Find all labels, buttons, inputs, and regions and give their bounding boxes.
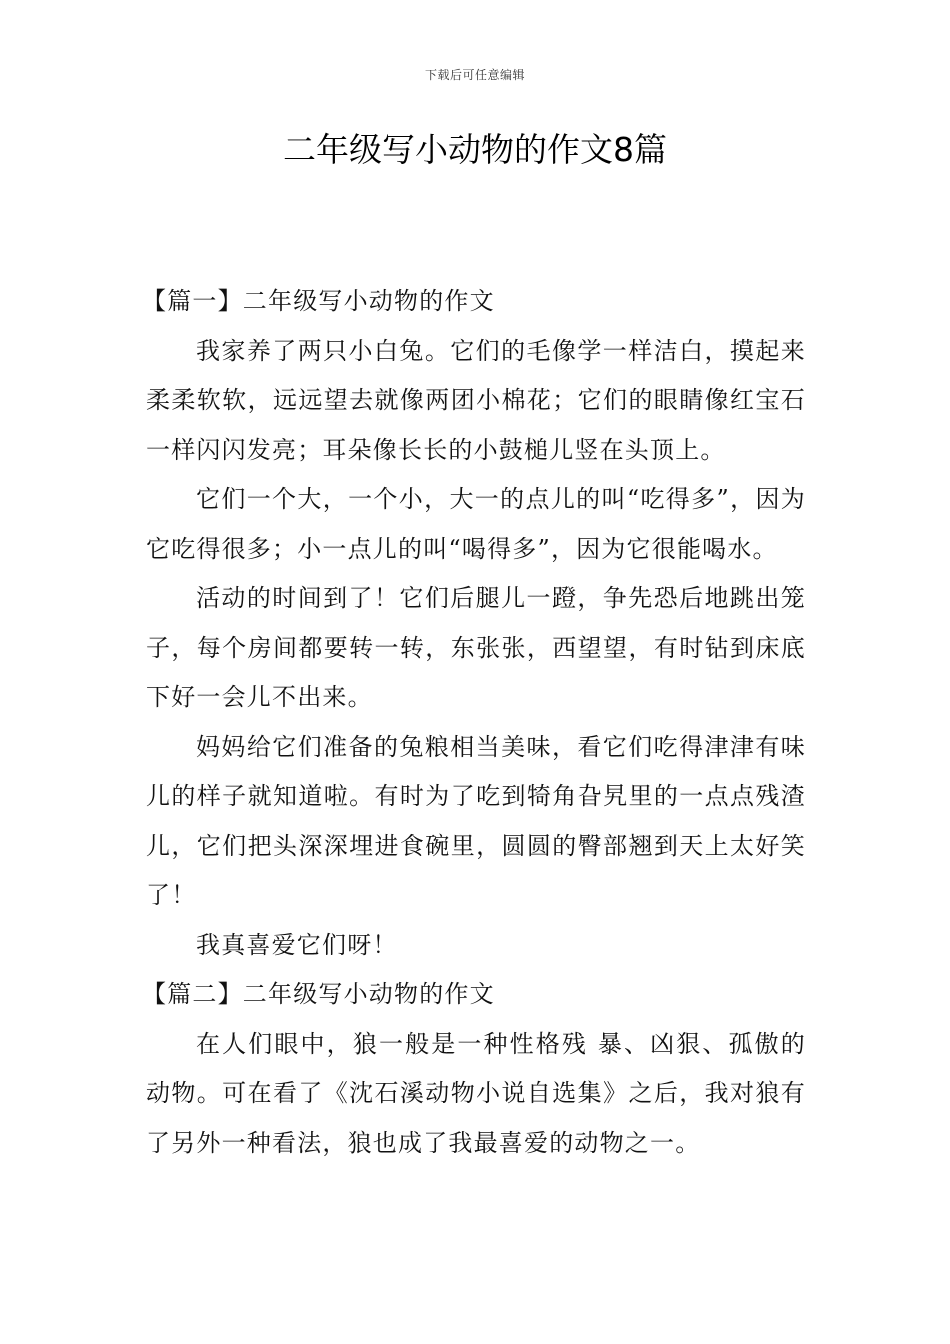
paragraph: 活动的时间到了！它们后腿儿一蹬，争先恐后地跳出笼子，每个房间都要转一转，东张张，西望望，有时钻到床底下好一会儿不出来。 <box>146 584 806 711</box>
paragraph: 我家养了两只小白兔。它们的毛像学一样洁白，摸起来柔柔软软，远远望去就像两团小棉花；它们的眼睛像红宝石一样闪闪发亮；耳朵像长长的小鼓槌儿竖在头顶上。 <box>146 336 806 464</box>
document-title: 二年级写小动物的作文8篇 <box>283 130 667 169</box>
section-heading: 【篇二】二年级写小动物的作文 <box>142 980 495 1008</box>
paragraph: 妈妈给它们准备的兔粮相当美味，看它们吃得津津有味儿的样子就知道啦。有时为了吃到犄角旮旯里的一点点残渣儿，它们把头深深埋进食碗里，圆圆的臀部翘到天上太好笑了！ <box>146 732 806 909</box>
document-body <box>142 277 806 1168</box>
section-2 <box>142 970 806 1168</box>
section-heading: 【篇一】二年级写小动物的作文 <box>142 287 495 315</box>
paragraph: 在人们眼中，狼一般是一种性格残 暴、凶狠、孤傲的动物。可在看了《沈石溪动物小说自选集》之后，我对狼有了另外一种看法，狼也成了我最喜爱的动物之一。 <box>146 1029 806 1157</box>
paragraph: 它们一个大，一个小，大一的点儿的叫“吃得多”，因为它吃得很多；小一点儿的叫“喝得多”，因为它很能喝水。 <box>146 485 806 563</box>
watermark-text: 下载后可任意编辑 <box>424 68 525 82</box>
paragraph: 我真喜爱它们呀！ <box>196 930 398 959</box>
section-1 <box>142 277 806 970</box>
